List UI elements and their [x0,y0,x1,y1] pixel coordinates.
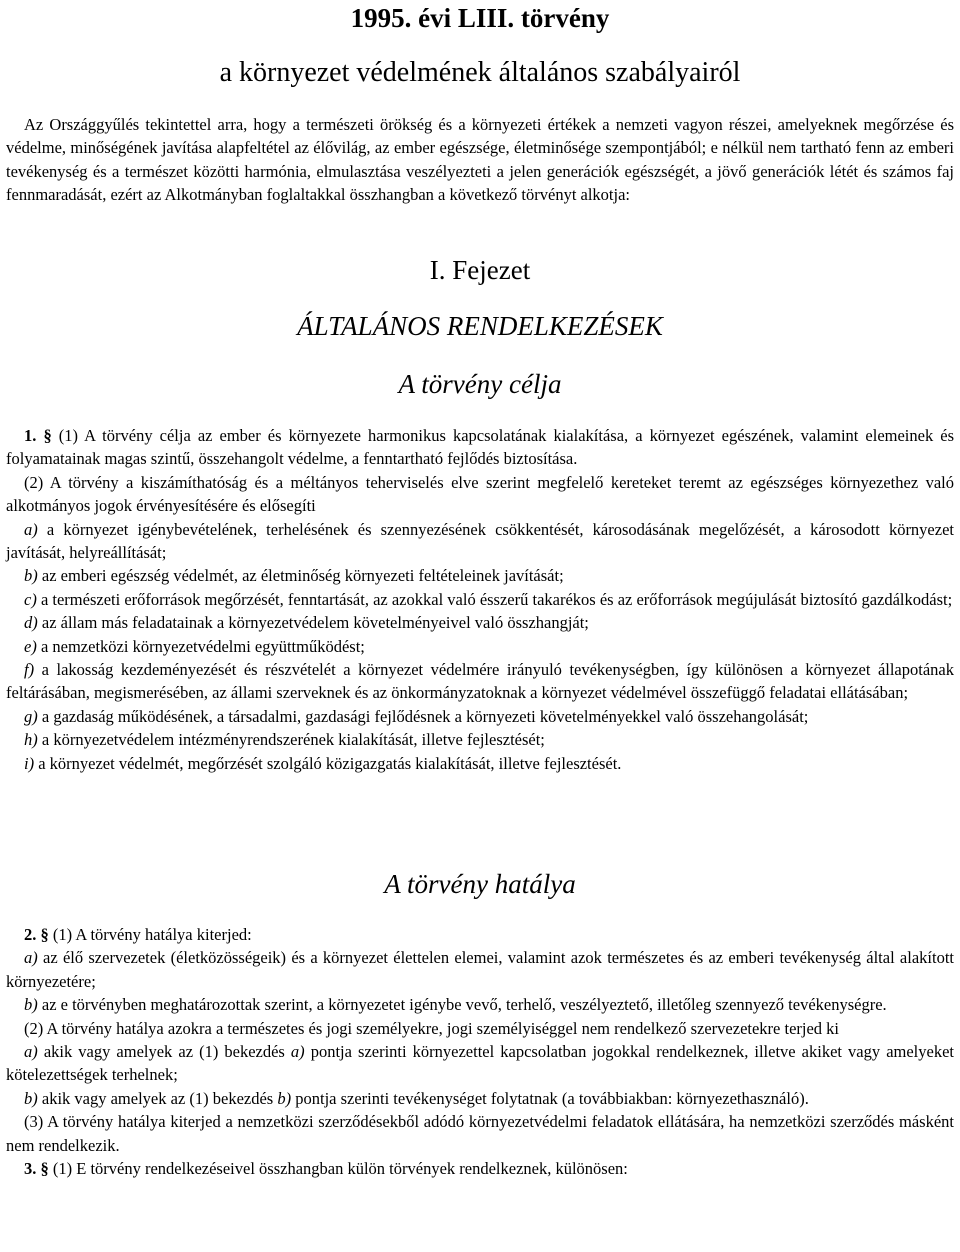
item-text: az emberi egészség védelmét, az életminőség környezeti feltételeinek javítását; [41,566,564,586]
item-label: d) [24,613,38,633]
item-label: g) [24,706,38,726]
list-item [6,611,954,634]
item-text: a gazdaság működésének, a társadalmi, gazdasági fejlődésnek a környezeti követelményekkel való összehangolását; [41,706,809,726]
item-label: a) [24,519,38,539]
item-label: e) [24,636,37,656]
item-label: a) [24,1042,38,1062]
item-text: az e törvényben meghatározottak szerint, a környezetet igénybe vevő, terhelő, veszélyeztető, illetőleg szennyező tevékenységre. [41,995,887,1015]
item-label: a) [24,948,38,968]
item-text: a környezet igénybevételének, terhelésének és szennyezésének csökkentését, károsodásának megelőzését, a károsodott környezet javítását, helyreállítását; [6,519,954,563]
section-2 [6,923,954,1180]
preamble: Az Országgyűlés tekintettel arra, hogy a természeti örökség és a környezeti értékek a nemzeti vagyon részei, amelyeknek megőrzése és védelme, minőségének javítása alapfeltétel az élővilág, az ember egészsége, életminősége szempontjából; e nélkül nem tartható fenn az emberi tevékenység és a természet közötti harmónia, elmulasztása veszélyezteti a jelen generációk egészségét, a jövő generációk létét és számos faj fennmaradását, ezért az Alkotmányban foglaltakkal összhangban a következő törvényt alkotja: [6,115,954,205]
item-label: f) [24,660,35,680]
section-number: 3. [24,1159,37,1179]
section-1-paragraph-1 [6,424,954,471]
section-number: 1. [24,426,37,445]
list-item [6,588,954,611]
item-text: a természeti erőforrások megőrzését, fenntartását, az azokkal való ésszerű takarékos és az erőforrások megújulását biztosító gazdálkodást; [40,589,953,609]
section-sign: § [40,925,49,944]
item-text: akik vagy amelyek az (1) bekezdés [43,1042,285,1062]
section-2-paragraph-2: (2) A törvény hatálya azokra a természetes és jogi személyekre, jogi személyiséggel nem rendelkező szervezetekre terjed ki [24,1018,840,1038]
item-label: h) [24,730,38,750]
section-1-paragraph-2: (2) A törvény a kiszámíthatóság és a méltányos teherviselés elve szerint megfelelő kereteket teremt az egészséges környezethez való alkotmányos jogok érvényesítésére és elősegíti [6,472,954,516]
item-text: az állam más feladatainak a környezetvédelem követelményeivel való összhangját; [41,613,589,633]
section-2-paragraph-3: (3) A törvény hatálya kiterjed a nemzetközi szerződésekből adódó környezetvédelmi feladatok ellátására, ha nemzetközi szerződés másként nem rendelkezik. [6,1112,954,1155]
list-item [6,1040,954,1087]
paragraph-text: (1) E törvény rendelkezéseivel összhangban külön törvények rendelkeznek, különösen: [52,1159,628,1179]
item-label: b) [24,1088,38,1108]
item-text: pontja szerinti környezettel kapcsolatban jogokkal rendelkeznek, illetve akiket vagy amelyeket kötelezettségek terhelnek; [6,1042,954,1085]
law-subtitle: a környezet védelmének általános szabályairól [219,57,741,88]
list-item [6,752,954,775]
item-reference: a) [290,1042,305,1062]
item-label: c) [24,589,37,609]
section-heading-scope: A törvény hatálya [384,869,576,899]
section-1 [6,424,954,775]
item-text: akik vagy amelyek az (1) bekezdés [41,1088,274,1108]
section-sign: § [40,1159,49,1179]
list-item [6,993,954,1016]
list-item [6,728,954,751]
list-item [6,518,954,565]
list-item [6,705,954,728]
item-text: az élő szervezetek (életközösségeik) és a környezet élettelen elemei, valamint azok természetes és az emberi tevékenység által alakított környezetére; [6,948,955,991]
law-title: 1995. évi LIII. törvény [350,3,610,33]
section-2-paragraph-1 [6,923,954,946]
paragraph-text: (1) A törvény célja az ember és környezete harmonikus kapcsolatának kialakítása, a környezet egészének, valamint elemeinek és folyamatainak magas szintű, összehangolt védelme, a fenntartható fejlődés biztosítása. [6,426,955,469]
item-label: i) [24,753,35,773]
section-number: 2. [24,925,37,944]
list-item [6,635,954,658]
item-text: a környezetvédelem intézményrendszerének kialakítását, illetve fejlesztését; [41,730,545,750]
section-1-items [6,518,954,775]
section-3-paragraph-1 [6,1157,954,1180]
list-item [6,1087,954,1110]
item-text: a nemzetközi környezetvédelmi együttműködést; [40,636,365,656]
chapter-title: ÁLTALÁNOS RENDELKEZÉSEK [297,311,663,341]
list-item [6,564,954,587]
list-item [6,946,954,993]
item-text: pontja szerinti tevékenységet folytatnak (a továbbiakban: környezethasználó). [295,1088,809,1108]
item-text: a környezet védelmét, megőrzését szolgáló közigazgatás kialakítását, illetve fejlesztését. [38,753,622,773]
section-heading-purpose: A törvény célja [398,369,562,399]
list-item [6,658,954,705]
item-label: b) [24,566,38,586]
item-reference: b) [277,1088,292,1108]
item-label: b) [24,995,38,1015]
chapter-number: I. Fejezet [429,255,531,285]
paragraph-text: (1) A törvény hatálya kiterjed: [52,925,252,944]
section-sign: § [43,426,52,445]
item-text: a lakosság kezdeményezését és részvételét a környezet védelmére irányuló tevékenységben, így különösen a környezet állapotának feltárásában, megismerésében, az állami szerveknek és az önkormányzatoknak a környezet védelmével összefüggő feladatai ellátásában; [6,660,954,703]
